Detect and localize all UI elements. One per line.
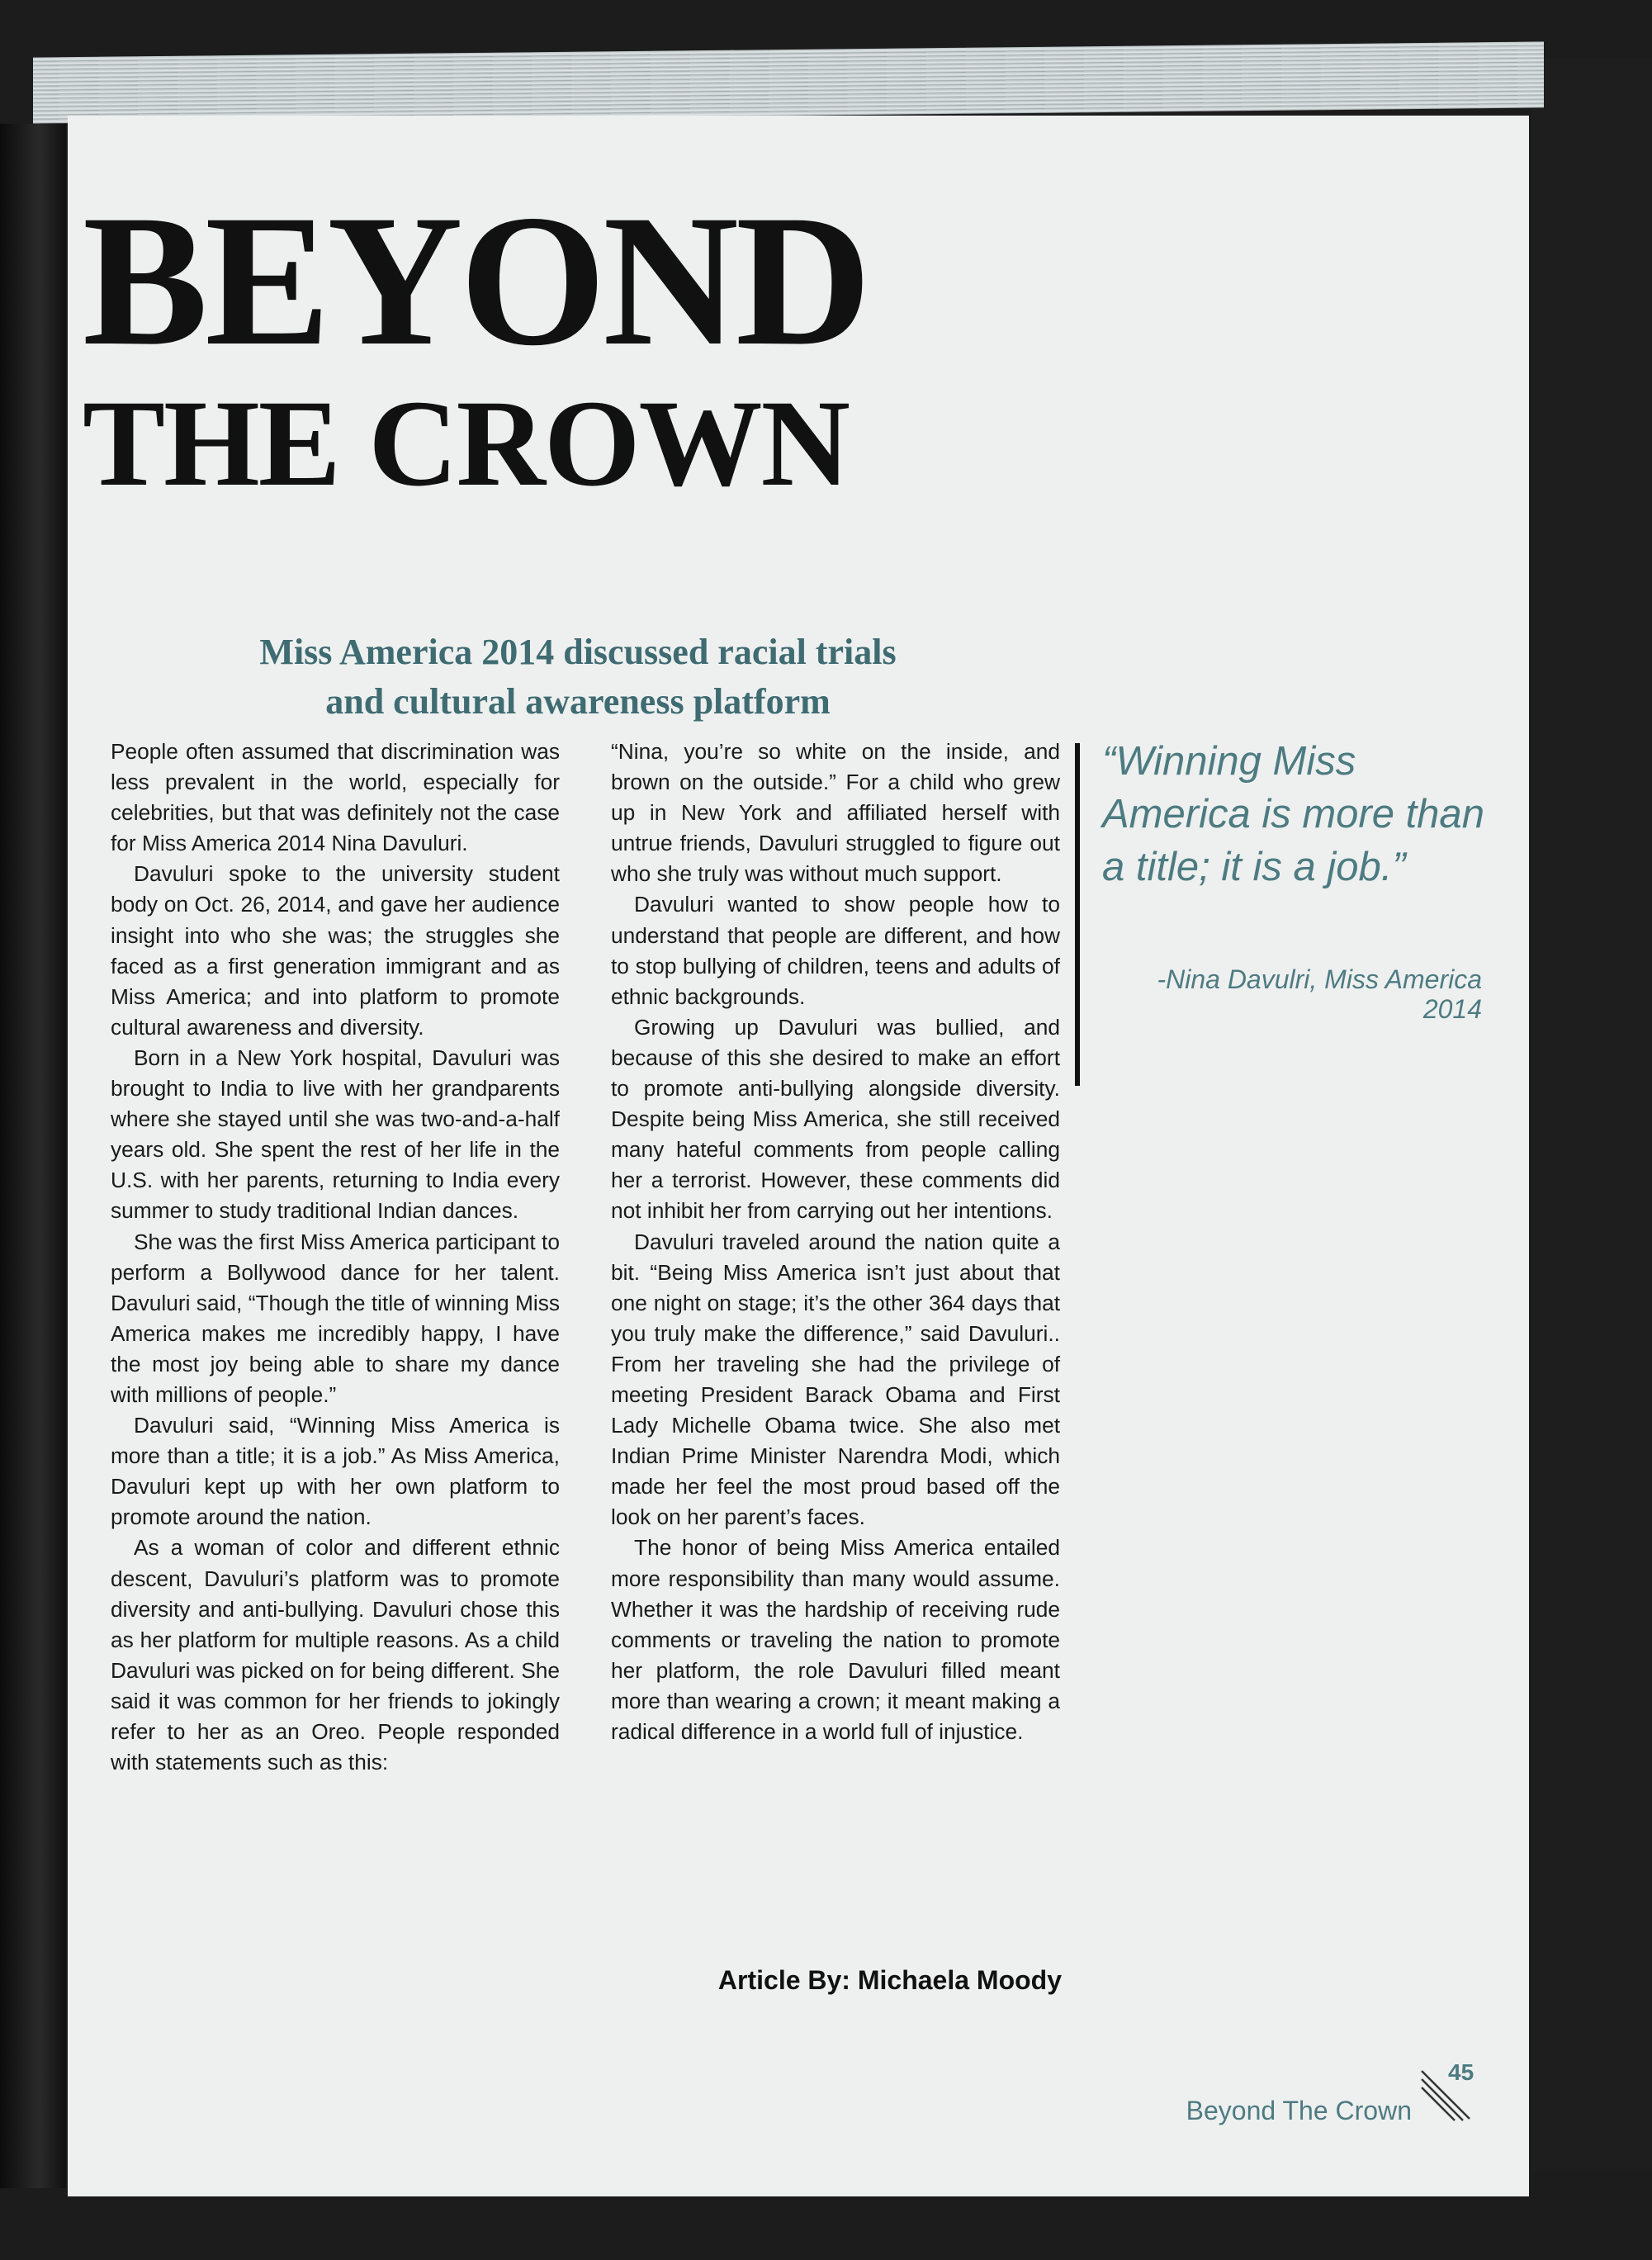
paragraph: Davuluri said, “Winning Miss America is more than a title; it is a job.” As Miss America, Davuluri kept up with her own platform to promote around the nation. bbox=[111, 1413, 560, 1530]
paragraph: “Nina, you’re so white on the inside, and brown on the outside.” For a child who grew up in New York and affiliated herself with untrue friends, Davuluri struggled to figure out who she truly was without much support. bbox=[611, 739, 1060, 887]
article-column-left bbox=[111, 737, 560, 1942]
subheadline-line-2: and cultural awareness platform bbox=[325, 681, 831, 722]
article-column-right bbox=[611, 737, 1060, 1942]
paragraph: Growing up Davuluri was bullied, and because of this she desired to make an effort to promote anti-bullying alongside diversity. Despite being Miss America, she still received many hateful comments from people calling her a terrorist. However, these comments did not inhibit her from carrying out her intentions. bbox=[611, 1014, 1060, 1224]
subheadline bbox=[140, 628, 1015, 727]
paragraph: Born in a New York hospital, Davuluri was brought to India to live with her grandparents where she stayed until she was two-and-a-half years old. She spent the rest of her life in the U.S. with her parents, returning to India every summer to study traditional Indian dances. bbox=[111, 1045, 560, 1224]
paragraph: Davuluri wanted to show people how to understand that people are different, and how to stop bullying of children, teens and adults of ethnic backgrounds. bbox=[611, 892, 1060, 1009]
paragraph: People often assumed that discrimination was less prevalent in the world, especially for celebrities, but that was definitely not the case for Miss America 2014 Nina Davuluri. bbox=[111, 739, 560, 856]
background-edge bbox=[1531, 58, 1652, 2172]
paragraph: Davuluri traveled around the nation quite a bit. “Being Miss America isn’t just about that one night on stage; it’s the other 364 days that you truly make the difference,” said Davuluri.. From her traveling she had the privilege of meeting President Barack Obama and First Lady Michelle Obama twice. She also met Indian Prime Minister Narendra Modi, which made her feel the most proud based off the look on her parent’s faces. bbox=[611, 1229, 1060, 1530]
paragraph: As a woman of color and different ethnic descent, Davuluri’s platform was to promote diversity and anti-bullying. Davuluri chose this as her platform for multiple reasons. As a child Davuluri was picked on for being different. She said it was common for her friends to jokingly refer to her as an Oreo. People responded with statements such as this: bbox=[111, 1535, 560, 1775]
headline-line-2: THE CROWN bbox=[83, 375, 849, 512]
pull-quote-attribution: -Nina Davulri, Miss America 2014 bbox=[1157, 964, 1482, 1024]
book-spine bbox=[0, 124, 66, 2188]
footer-section-title: Beyond The Crown bbox=[1186, 2096, 1412, 2125]
paragraph: Davuluri spoke to the university student body on Oct. 26, 2014, and gave her audience insight into who she was; the struggles she faced as a first generation immigrant and as Miss America; and into platform to promote cultural awareness and diversity. bbox=[111, 861, 560, 1040]
pull-quote: “Winning Miss America is more than a title; it is a job.” bbox=[1102, 739, 1484, 889]
paragraph: She was the first Miss America participant to perform a Bollywood dance for her talent. Davuluri said, “Though the title of winning Miss America makes me incredibly happy, I have the most joy being able to share my dance with millions of people.” bbox=[111, 1229, 560, 1407]
byline: Article By: Michaela Moody bbox=[717, 1965, 1062, 1995]
subheadline-line-1: Miss America 2014 discussed racial trials bbox=[259, 632, 897, 672]
headline bbox=[83, 177, 1073, 512]
paragraph: The honor of being Miss America entailed more responsibility than many would assume. Whether it was the hardship of receiving rude comments or traveling the nation to promote her platform, the role Davuluri filled meant more than wearing a crown; it meant making a radical difference in a world full of injustice. bbox=[611, 1535, 1060, 1744]
page-number: 45 bbox=[1448, 2059, 1474, 2085]
headline-line-1: BEYOND bbox=[83, 177, 869, 385]
article-body bbox=[111, 737, 1060, 1942]
page-stack-edges bbox=[33, 41, 1544, 123]
pull-quote-rule bbox=[1075, 743, 1080, 1086]
